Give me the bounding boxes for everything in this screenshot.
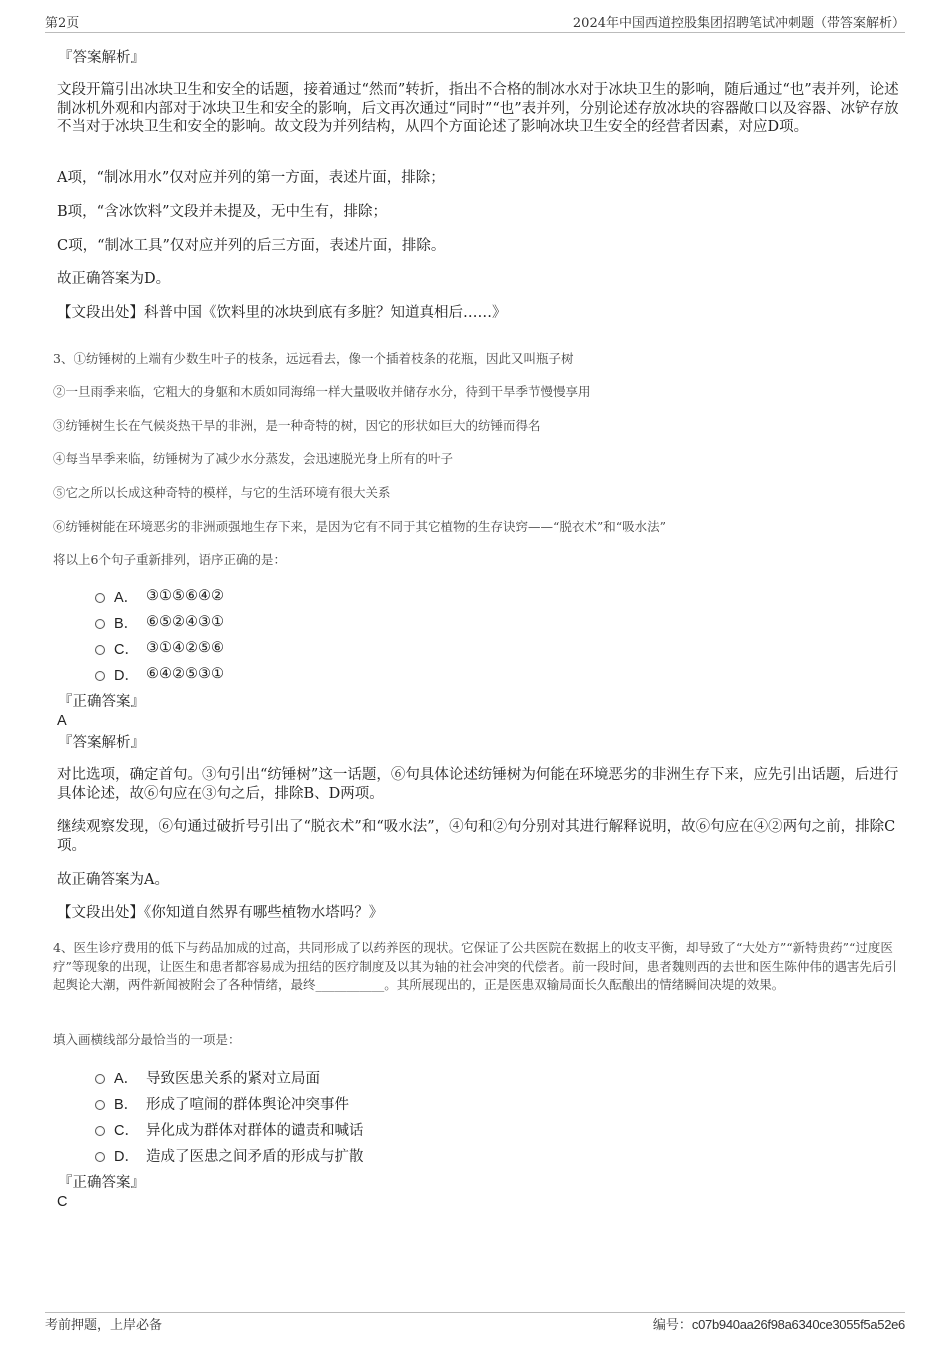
q3-answer-value: A xyxy=(57,713,67,729)
q3-analysis-label: 『答案解析』 xyxy=(58,735,145,751)
q4-option-c[interactable] xyxy=(95,1120,364,1138)
option-letter: D． xyxy=(114,1148,139,1165)
q3-answer-statement: 故正确答案为A。 xyxy=(57,872,169,888)
document-title: 2024年中国西道控股集团招聘笔试冲刺题（带答案解析） xyxy=(572,16,905,31)
radio-button-icon[interactable] xyxy=(95,1126,105,1136)
q3-option-b[interactable] xyxy=(95,613,224,631)
q3-stem-sentence-2: ②一旦雨季来临，它粗大的身躯和木质如同海绵一样大量吸收并储存水分，待到干旱季节慢慢享用 xyxy=(53,384,591,399)
option-letter: A． xyxy=(114,1070,139,1087)
q4-prompt: 填入画横线部分最恰当的一项是： xyxy=(53,1032,241,1047)
q4-option-d[interactable] xyxy=(95,1146,364,1164)
q2-analysis-option-c: C项，“制冰工具”仅对应并列的后三方面，表述片面，排除。 xyxy=(57,238,446,254)
option-text: 异化成为群体对群体的谴责和喊话 xyxy=(146,1122,364,1139)
q3-option-a[interactable] xyxy=(95,587,224,605)
q3-stem-sentence-3: ③纺锤树生长在气候炎热干旱的非洲，是一种奇特的树，因它的形状如巨大的纺锤而得名 xyxy=(53,418,541,433)
radio-button-icon[interactable] xyxy=(95,671,105,681)
page-header xyxy=(45,12,905,33)
option-text: ③①⑤⑥④② xyxy=(146,588,224,604)
option-text: 造成了医患之间矛盾的形成与扩散 xyxy=(146,1148,364,1165)
q3-source: 【文段出处】《你知道自然界有哪些植物水塔吗？》 xyxy=(57,905,384,921)
option-letter: C． xyxy=(114,641,139,658)
page-number: 第2页 xyxy=(45,16,80,31)
q2-answer-statement: 故正确答案为D。 xyxy=(57,271,171,287)
radio-button-icon[interactable] xyxy=(95,1152,105,1162)
option-text: 形成了喧闹的群体舆论冲突事件 xyxy=(146,1096,349,1113)
q3-analysis-paragraph-1: 对比选项，确定首句。③句引出“纺锤树”这一话题，⑥句具体论述纺锤树为何能在环境恶劣的非洲生存下来，应先引出话题，后进行具体论述，故⑥句应在③句之后，排除B、D两项。 xyxy=(57,767,899,802)
q3-stem-sentence-5: ⑤它之所以长成这种奇特的模样，与它的生活环境有很大关系 xyxy=(53,485,391,500)
option-letter: B． xyxy=(114,615,139,632)
q2-analysis-option-a: A项，“制冰用水”仅对应并列的第一方面，表述片面，排除； xyxy=(57,170,445,186)
q4-option-b[interactable] xyxy=(95,1094,349,1112)
option-text: 导致医患关系的紧对立局面 xyxy=(146,1070,320,1087)
q3-stem-sentence-6: ⑥纺锤树能在环境恶劣的非洲顽强地生存下来，是因为它有不同于其它植物的生存诀窍——“脱衣术”和“吸水法” xyxy=(53,519,667,534)
q2-source: 【文段出处】科普中国《饮料里的冰块到底有多脏？知道真相后……》 xyxy=(57,305,507,321)
option-letter: C． xyxy=(114,1122,139,1139)
document-id-label: 编号： xyxy=(652,1318,692,1333)
option-text: ⑥⑤②④③① xyxy=(146,614,224,630)
q3-option-d[interactable] xyxy=(95,665,224,683)
q3-answer-label: 『正确答案』 xyxy=(58,694,145,710)
q4-answer-value: C xyxy=(57,1194,68,1210)
q3-option-c[interactable] xyxy=(95,639,224,657)
radio-button-icon[interactable] xyxy=(95,619,105,629)
footer-slogan: 考前押题，上岸必备 xyxy=(45,1318,163,1333)
q2-analysis-option-b: B项，“含冰饮料”文段并未提及，无中生有，排除； xyxy=(57,204,387,220)
q4-option-a[interactable] xyxy=(95,1068,320,1086)
radio-button-icon[interactable] xyxy=(95,1074,105,1084)
option-text: ⑥④②⑤③① xyxy=(146,666,224,682)
option-letter: D． xyxy=(114,667,139,684)
q3-stem-sentence-4: ④每当旱季来临，纺锤树为了减少水分蒸发，会迅速脱光身上所有的叶子 xyxy=(53,451,454,466)
page-footer xyxy=(45,1312,905,1333)
option-letter: A． xyxy=(114,589,139,606)
option-text: ③①④②⑤⑥ xyxy=(146,640,224,656)
radio-button-icon[interactable] xyxy=(95,593,105,603)
q2-analysis-paragraph: 文段开篇引出冰块卫生和安全的话题，接着通过“然而”转折，指出不合格的制冰水对于冰块卫生的影响，随后通过“也”表并列，论述制冰机外观和内部对于冰块卫生和安全的影响，后文再次通过“同时”“也”表并列，分别论述存放冰块的容器敞口以及容器、冰铲存放不当对于冰块卫生和安全的影响。故文段为并列结构，从四个方面论述了影响冰块卫生安全的经营者因素，对应D项。 xyxy=(57,82,899,135)
q3-prompt: 将以上6个句子重新排列，语序正确的是： xyxy=(53,552,286,567)
q2-analysis-label: 『答案解析』 xyxy=(58,50,145,66)
document-id-value: c07b940aa26f98a6340ce3055f5a52e6 xyxy=(691,1317,905,1332)
q4-answer-label: 『正确答案』 xyxy=(58,1175,145,1191)
radio-button-icon[interactable] xyxy=(95,645,105,655)
document-id xyxy=(653,1314,905,1333)
q3-stem-sentence-1: 3、①纺锤树的上端有少数生叶子的枝条，远远看去，像一个插着枝条的花瓶，因此又叫瓶子树 xyxy=(53,351,574,366)
radio-button-icon[interactable] xyxy=(95,1100,105,1110)
q4-stem: 4、医生诊疗费用的低下与药品加成的过高，共同形成了以药养医的现状。它保证了公共医院在数据上的收支平衡，却导致了“大处方”“新特贵药”“过度医疗”等现象的出现，让医生和患者都容易成为扭结的医疗制度及以其为轴的社会冲突的代偿者。前一段时间，患者魏则西的去世和医生陈仲伟的遇害先后引起舆论大潮，两件新闻被附会了各种情绪，最终___________。其所展现出的，正是医患双输局面长久酝酿出的情绪瞬间决堤的效果。 xyxy=(53,940,897,992)
option-letter: B． xyxy=(114,1096,139,1113)
q3-analysis-paragraph-2: 继续观察发现，⑥句通过破折号引出了“脱衣术”和“吸水法”，④句和②句分别对其进行解释说明，故⑥句应在④②两句之前，排除C项。 xyxy=(57,819,896,854)
